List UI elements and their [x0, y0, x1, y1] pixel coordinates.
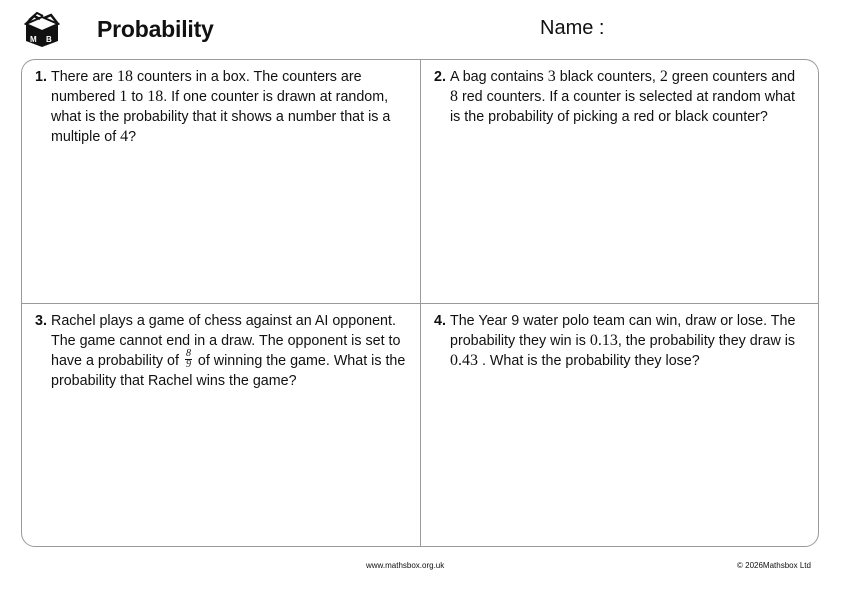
question-number: 4.: [434, 313, 446, 329]
question-box-4[interactable]: [421, 304, 818, 546]
question-3-text: 3. Rachel plays a game of chess against an AI opponent. The game cannot end in a draw. The opponent is set to have a probability of $\frac{8}{9}$ of winning the game. What is the probability that Rachel wins the game?: [35, 313, 406, 389]
question-number: 1.: [35, 69, 47, 85]
question-4-text: 4. The Year 9 water polo team can win, draw or lose. The probability they win is 0.13, the probability they draw is 0.43 . What is the probability they lose?: [434, 313, 796, 369]
question-box-2[interactable]: [421, 60, 818, 304]
name-label: Name :: [540, 17, 605, 39]
mathsbox-logo: [24, 10, 60, 48]
question-grid: [21, 59, 819, 547]
svg-text:M: M: [30, 35, 37, 44]
fraction: $\frac{8}{9}$: [185, 347, 191, 370]
footer-website-link[interactable]: www.mathsbox.org.uk: [366, 561, 445, 570]
question-number: 3.: [35, 313, 47, 329]
question-2-text: 2. A bag contains 3 black counters, 2 green counters and 8 red counters. If a counter is selected at random what is the probability of picking a red or black counter?: [434, 68, 796, 125]
svg-text:B: B: [46, 35, 52, 44]
question-number: 2.: [434, 69, 446, 85]
footer-copyright: © 2026Mathsbox Ltd: [737, 561, 811, 570]
question-box-3[interactable]: [22, 304, 421, 546]
page-title: Probability: [97, 16, 214, 42]
question-1-text: 1. There are 18 counters in a box. The counters are numbered 1 to 18. If one counter is drawn at random, what is the probability that it shows a number that is a multiple of 4?: [35, 68, 391, 145]
question-box-1[interactable]: [22, 60, 421, 304]
